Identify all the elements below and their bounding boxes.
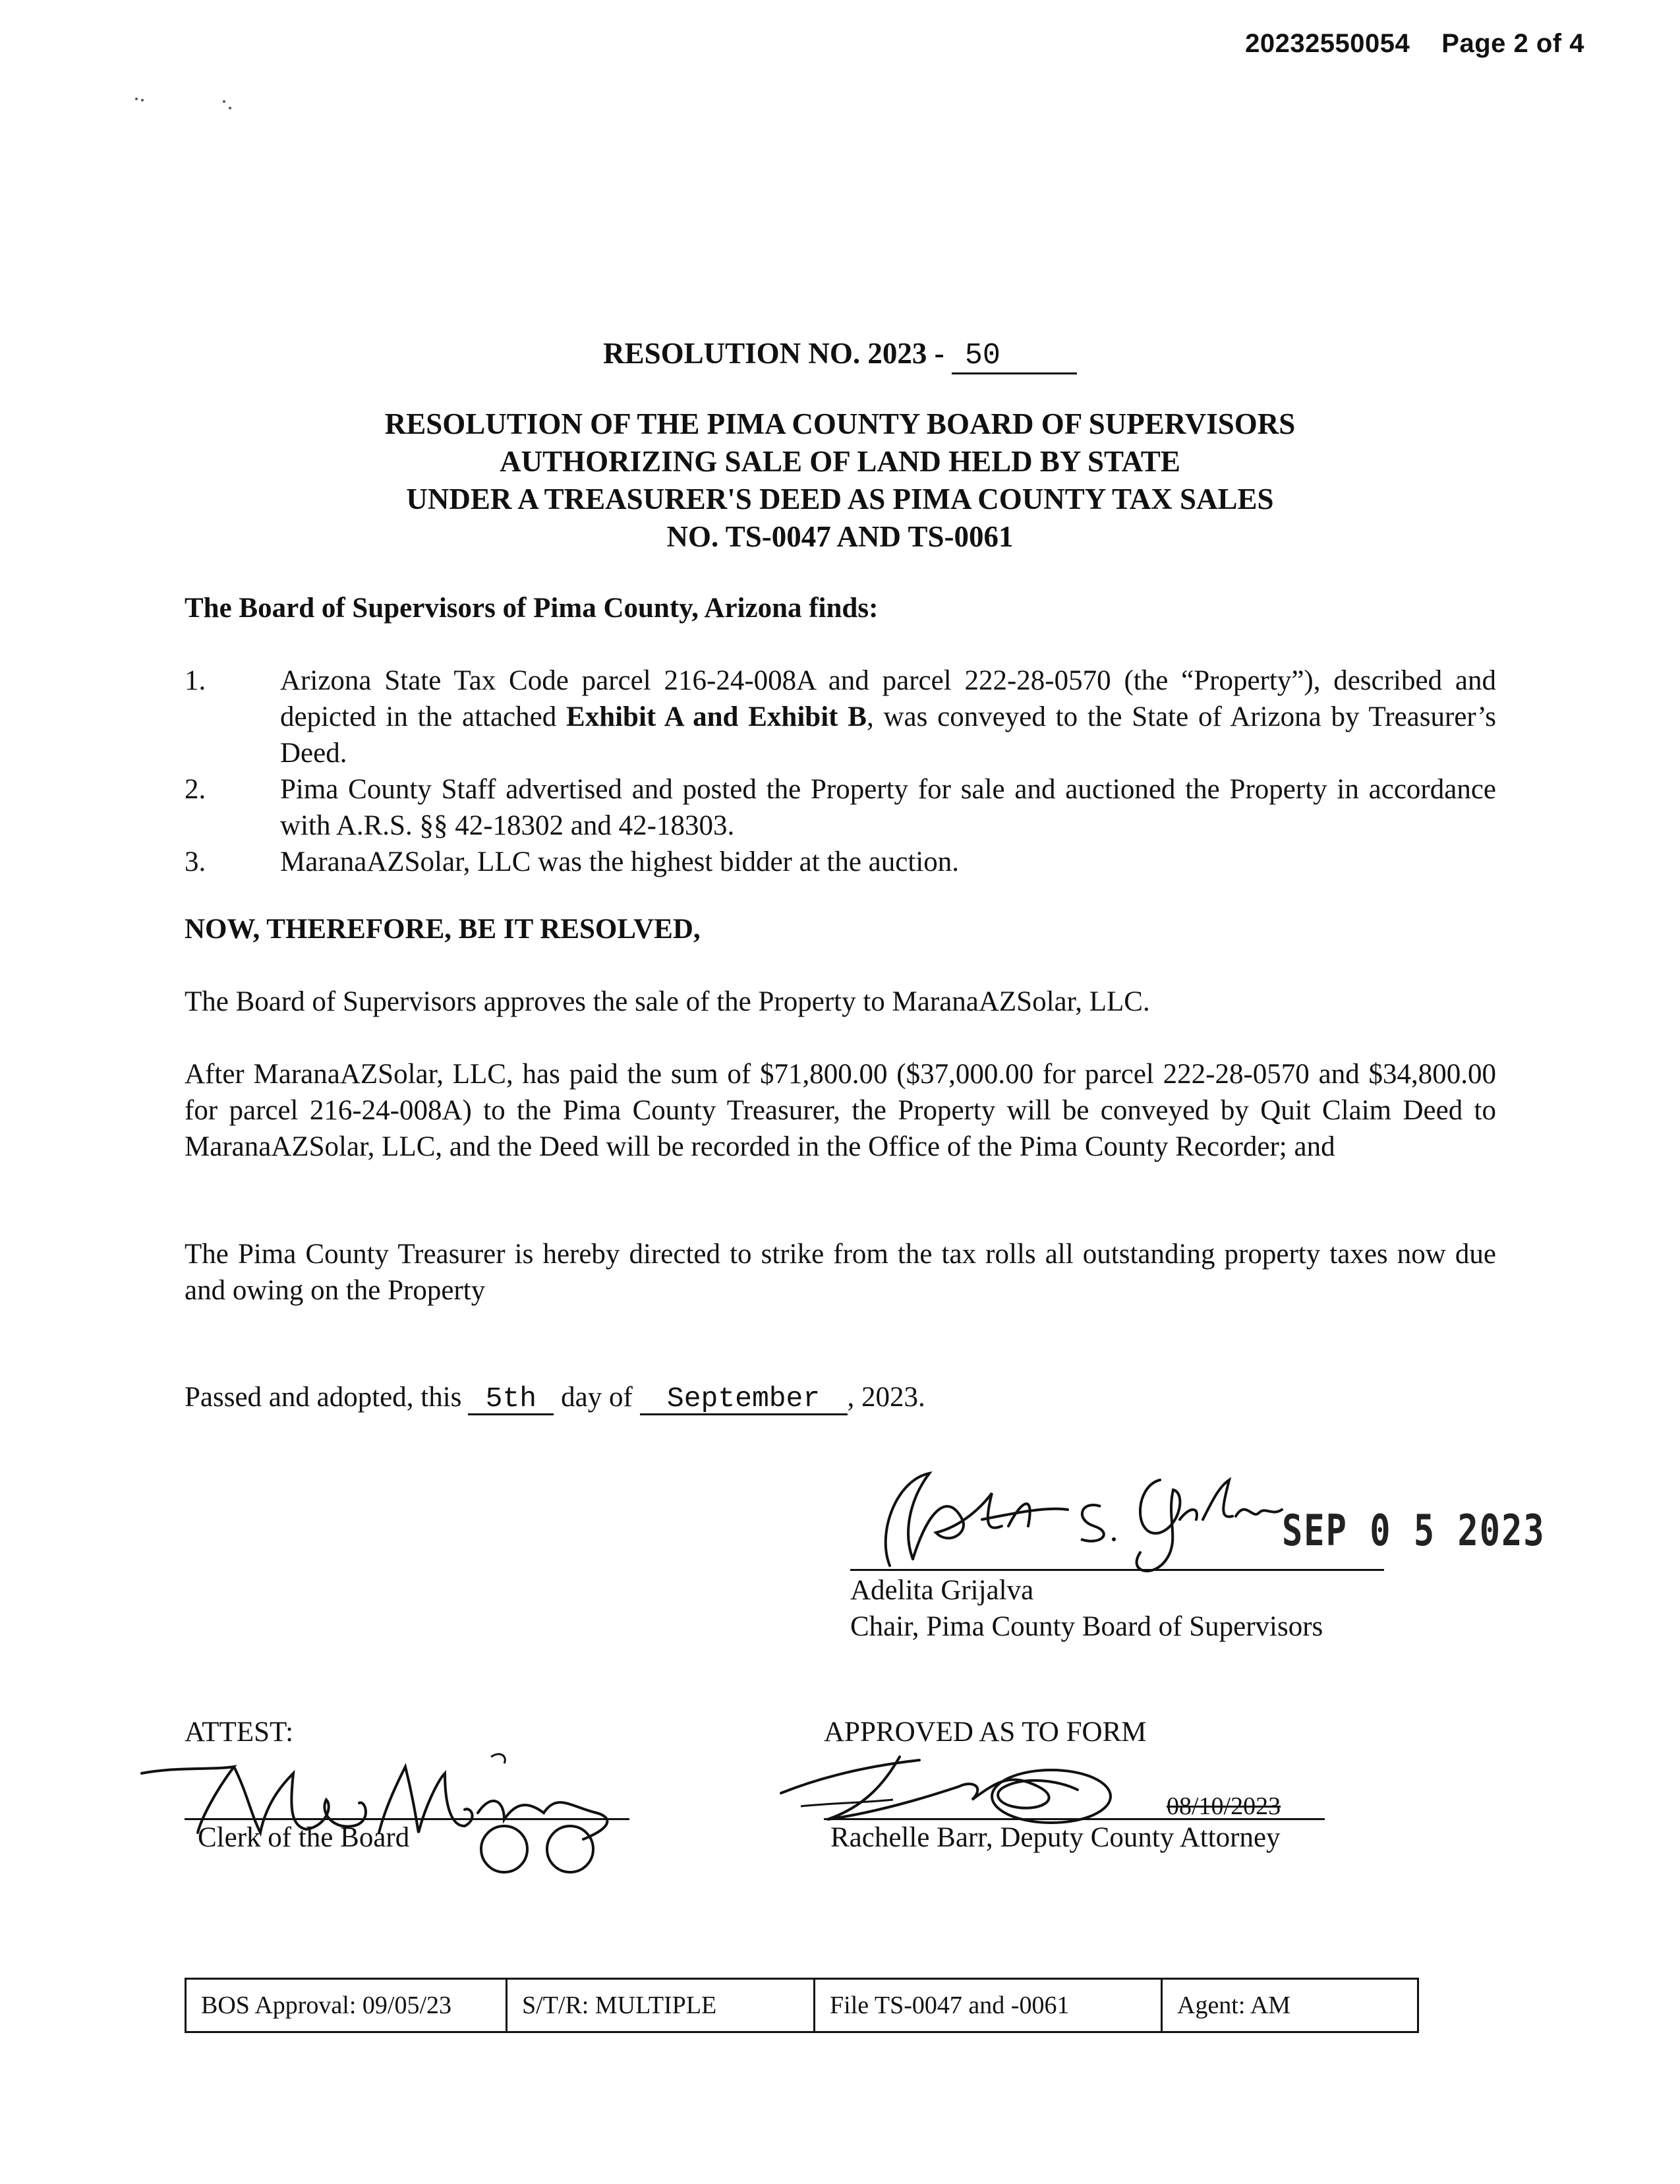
scan-speck [229, 107, 231, 109]
title-line: NO. TS-0047 AND TS-0061 [666, 520, 1014, 553]
exhibit-reference: Exhibit A and Exhibit B [566, 701, 867, 732]
clerk-title: Clerk of the Board [198, 1822, 410, 1853]
title-line: AUTHORIZING SALE OF LAND HELD BY STATE [500, 445, 1180, 478]
title-line: RESOLUTION OF THE PIMA COUNTY BOARD OF SUPERVISORS [384, 407, 1296, 440]
agent-cell: Agent: AM [1162, 1979, 1418, 2032]
resolution-title [0, 405, 1680, 556]
date-received-stamp: SEP 0 5 2023 [1282, 1506, 1546, 1556]
attest-label: ATTEST: [185, 1717, 294, 1748]
finding-number: 3. [185, 846, 206, 877]
passed-adopted-line [185, 1379, 1496, 1415]
page-header [1245, 29, 1584, 59]
str-cell: S/T/R: MULTIPLE [507, 1979, 815, 2032]
chair-title: Chair, Pima County Board of Supervisors [850, 1611, 1323, 1642]
passed-suffix: , 2023. [847, 1382, 925, 1413]
chair-name: Adelita Grijalva [850, 1575, 1034, 1606]
resolution-number-value: 50 [952, 339, 1077, 374]
passed-month: September [640, 1384, 848, 1415]
title-line: UNDER A TREASURER'S DEED AS PIMA COUNTY TAX SALES [406, 483, 1274, 516]
finding-number: 2. [185, 774, 206, 805]
findings-intro: The Board of Supervisors of Pima County, Arizona finds: [185, 593, 879, 624]
resolution-number [0, 336, 1680, 374]
passed-middle: day of [561, 1382, 633, 1413]
chair-signature [850, 1454, 1312, 1585]
resolved-heading: NOW, THEREFORE, BE IT RESOLVED, [185, 914, 701, 945]
page-indicator: Page 2 of 4 [1441, 29, 1584, 58]
scan-speck [223, 100, 225, 103]
passed-day: 5th [468, 1384, 554, 1415]
signature-line [850, 1569, 1384, 1571]
resolved-paragraph: The Pima County Treasurer is hereby directed to strike from the tax rolls all outstanding property taxes now due and owing on the Property [185, 1239, 1496, 1306]
approved-date: 08/10/2023 [1167, 1792, 1281, 1820]
table-row [186, 1979, 1418, 2032]
document-number: 20232550054 [1245, 29, 1410, 58]
finding-text: Arizona State Tax Code parcel 216-24-008A and parcel 222-28-0570 (the “Property”), described and depicted in the attached Exhibit A and Exhibit B, was conveyed to the State of Arizona by Treasurer’s Deed. [280, 665, 1496, 769]
attorney-name-title: Rachelle Barr, Deputy County Attorney [830, 1822, 1281, 1853]
resolved-paragraph: After MaranaAZSolar, LLC, has paid the sum of $71,800.00 ($37,000.00 for parcel 222-28-0570 and $34,800.00 for parcel 216-24-008A) to the Pima County Treasurer, the Property will be conveyed by Quit Claim Deed to MaranaAZSolar, LLC, and the Deed will be recorded in the Office of the Pima County Recorder; and [185, 1059, 1496, 1162]
resolution-number-label: RESOLUTION NO. 2023 - [603, 337, 944, 370]
scan-speck [135, 98, 138, 100]
finding-text: MaranaAZSolar, LLC was the highest bidder at the auction. [280, 846, 959, 877]
finding-text: Pima County Staff advertised and posted the Property for sale and auctioned the Property in accordance with A.R.S. §§ 42-18302 and 42-18303. [280, 774, 1496, 841]
file-cell: File TS-0047 and -0061 [815, 1979, 1162, 2032]
approved-label: APPROVED AS TO FORM [824, 1717, 1147, 1748]
bos-approval-cell: BOS Approval: 09/05/23 [186, 1979, 507, 2032]
resolved-paragraph: The Board of Supervisors approves the sale of the Property to MaranaAZSolar, LLC. [185, 986, 1150, 1017]
scan-speck [141, 99, 144, 102]
passed-prefix: Passed and adopted, this [185, 1382, 462, 1413]
file-info-table [185, 1978, 1419, 2033]
finding-number: 1. [185, 665, 206, 696]
